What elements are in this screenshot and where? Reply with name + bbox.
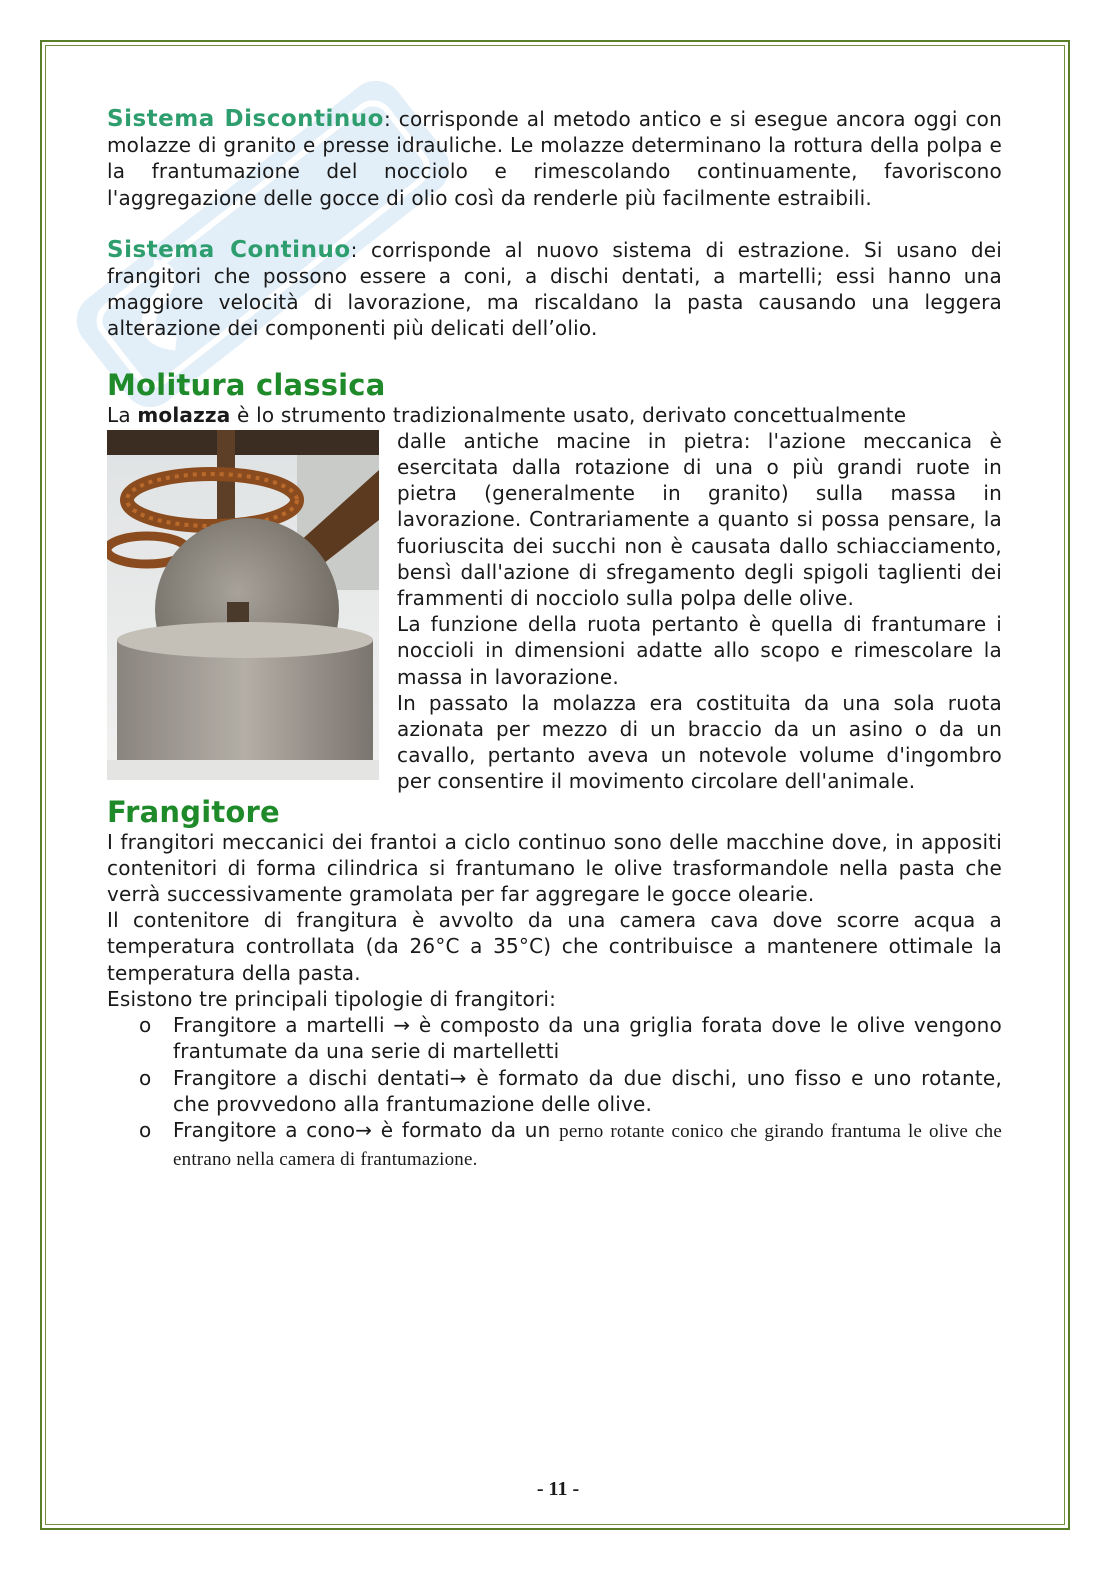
- olive-mill-millstone-photo: [107, 430, 379, 780]
- paragraph-molitura-funzione: La funzione della ruota pertanto è quella di frantumare i noccioli in dimensioni adatte allo scopo e rimescolare la massa in lavorazione.: [397, 612, 1002, 689]
- list-item-text-serif: perno rotante conico che girando frantuma le olive che entrano nella camera di frantumazione.: [173, 1120, 1002, 1171]
- paragraph-molitura-intro-line: [107, 402, 1002, 428]
- bullet-marker: o: [139, 1065, 152, 1090]
- molitura-intro-bold: molazza: [137, 402, 231, 427]
- list-item: [139, 1065, 1002, 1117]
- list-item: [139, 1117, 1002, 1173]
- bullet-marker: o: [139, 1013, 152, 1038]
- text-sistema-discontinuo: : corrisponde al metodo antico e si esegue ancora oggi con molazze di granito e presse idrauliche. Le molazze determinano la rottura della polpa e la frantumazione del nocciolo e rimescolando continuamente, favoriscono l'aggregazione delle gocce di olio così da renderle più facilmente estraibili.: [107, 107, 1002, 210]
- list-item-text: Frangitore a cono→ è formato da un: [173, 1117, 560, 1142]
- heading-molitura-classica: Molitura classica: [107, 367, 386, 402]
- paragraph-frangitore-3: Esistono tre principali tipologie di frangitori:: [107, 986, 557, 1011]
- list-item: [139, 1012, 1002, 1064]
- term-sistema-continuo: Sistema Continuo: [107, 236, 351, 263]
- page-number: - 11 -: [536, 1478, 580, 1500]
- term-sistema-discontinuo: Sistema Discontinuo: [107, 106, 384, 132]
- bullet-marker: o: [139, 1117, 152, 1142]
- molitura-intro-head: è lo strumento tradizionalmente usato, derivato concettualmente: [230, 402, 907, 427]
- molitura-intro-pre: La: [107, 402, 138, 427]
- document-body: [107, 106, 1002, 1173]
- paragraph-sistema-discontinuo: [107, 106, 1002, 211]
- list-item-text: Frangitore a dischi dentati→ è formato da due dischi, uno fisso e uno rotante, che provvedono alla frantumazione delle olive.: [173, 1065, 1002, 1116]
- paragraph-molitura-passato: In passato la molazza era costituita da una sola ruota azionata per mezzo di un braccio da un asino o da un cavallo, pertanto aveva un notevole volume d'ingombro per consentire il movimento circolare dell'animale.: [397, 690, 1002, 794]
- text-sistema-continuo: : corrisponde al nuovo sistema di estrazione. Si usano dei frangitori che possono essere a coni, a dischi dentati, a martelli; essi hanno una maggiore velocità di lavorazione, ma riscaldano la pasta causando una leggera alterazione dei componenti più delicati dell’olio.: [107, 237, 1002, 341]
- paragraph-frangitore-2: Il contenitore di frangitura è avvolto da una camera cava dove scorre acqua a temperatura controllata (da 26°C a 35°C) che contribuisce a mantenere ottimale la temperatura della pasta.: [107, 908, 1002, 985]
- paragraph-sistema-continuo: [107, 237, 1002, 342]
- paragraph-frangitore-1: I frangitori meccanici dei frantoi a ciclo continuo sono delle macchine dove, in appositi contenitori di forma cilindrica si frantumano le olive trasformandole nella pasta che verrà successivamente gramolata per far aggregare le gocce olearie.: [107, 829, 1002, 907]
- molitura-section: [107, 402, 1002, 795]
- list-item-text: Frangitore a martelli → è composto da una griglia forata dove le olive vengono frantumate da una serie di martelletti: [173, 1013, 1002, 1064]
- frangitori-list: [107, 1012, 1002, 1173]
- heading-frangitore: Frangitore: [107, 794, 280, 829]
- molitura-intro-tail: dalle antiche macine in pietra: l'azione meccanica è esercitata dalla rotazione di una o più grandi ruote in pietra (generalmente in granito) sulla massa in lavorazione. Contrariamente a quanto si possa pensare, la fuoriuscita dei succhi non è causata dallo schiacciamento, bensì dall'azione di sfregamento degli spigoli taglienti dei frammenti di nocciolo sulla polpa delle olive.: [397, 428, 1002, 611]
